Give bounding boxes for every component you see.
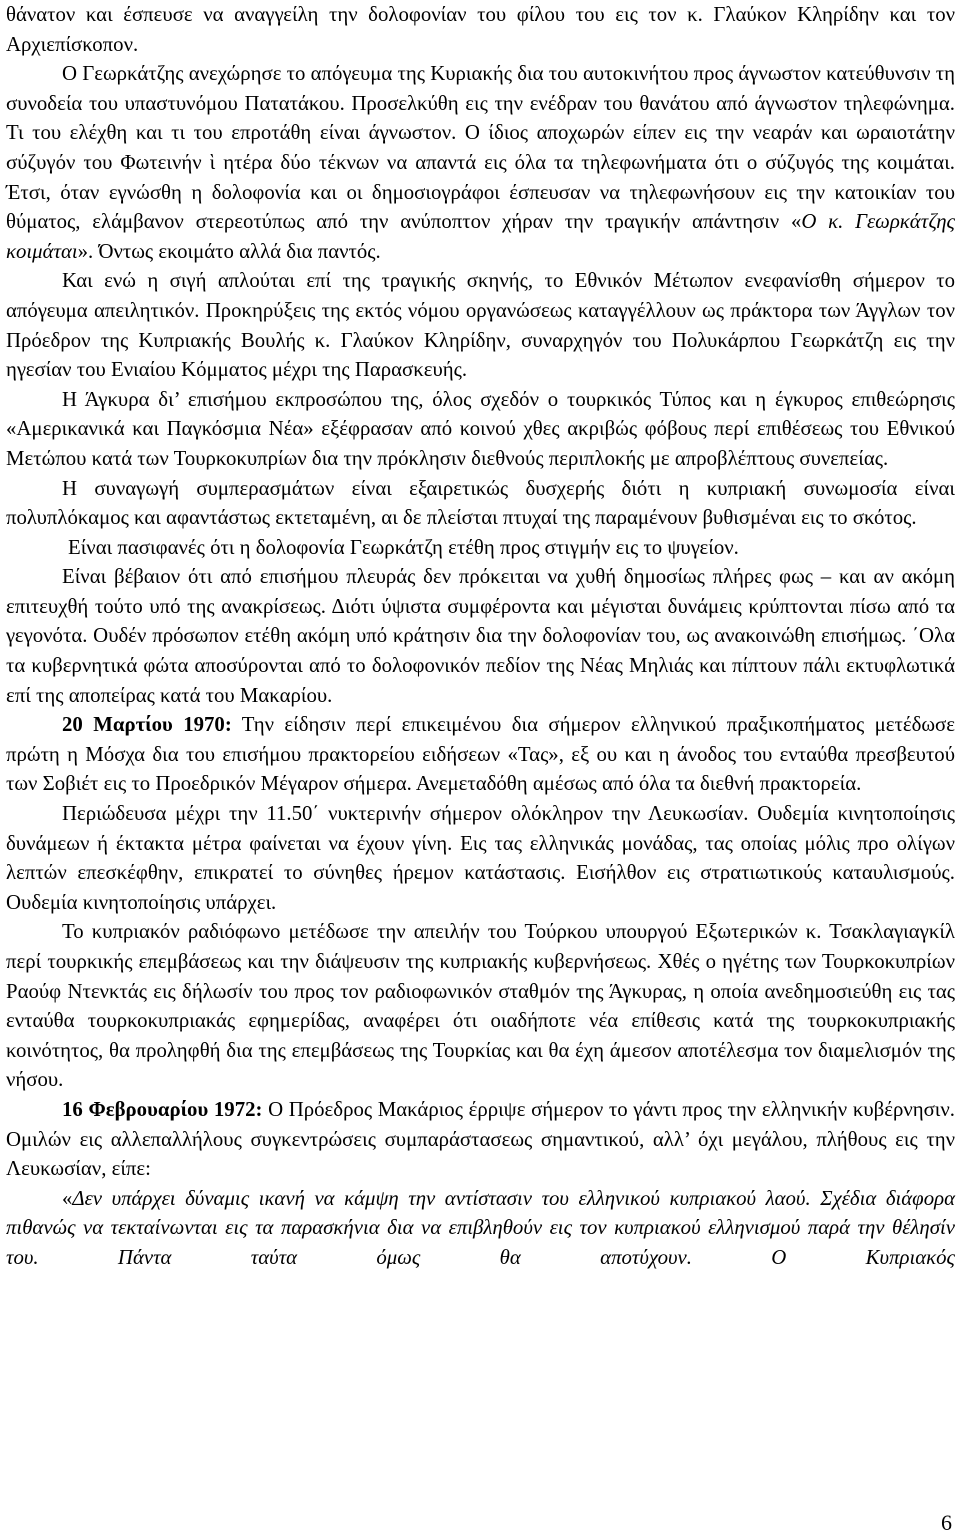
- quote-mark: «: [62, 1186, 73, 1210]
- paragraph-text: Περιώδευσα μέχρι την 11.50΄ νυκτερινήν σήμερον ολόκληρον την Λευκωσίαν. Ουδεμία κινητοποίησις δυνάμεων ή έκτακτα μέτρα φαίνεται να έχουν γίνη. Εις τας ελληνικάς μονάδας, τας οποίας μόλις προ ολίγων λεπτών επεσκέφθην, επικρατεί το σύνηθες ήρεμον κατάστασις. Εισήλθον εις στρατιωτικούς καταυλισμούς. Ουδεμία κινητοποίησις υπάρχει.: [6, 802, 955, 914]
- paragraph-text: Την είδησιν περί επικειμένου δια σήμερον ελληνικού πραξικοπήματος μετέδωσε πρώτη η Μόσχα δια του επισήμου πρακτορείου ειδήσεων «Τας», εξ ου και η άνοδος του ενταύθα πρεσβευτού των Σοβιέτ εις το Προεδρικόν Μέγαρον σήμερα. Ανεμεταδόθη αμέσως από όλα τα διεθνή πρακτορεία.: [6, 713, 956, 796]
- paragraph-text: Είναι πασιφανές ότι η δολοφονία Γεωρκάτζη ετέθη προς στιγμήν εις το ψυγείον.: [68, 535, 739, 559]
- quoted-phrase: Ο κ. Γεωρκάτζης κοιμάται: [6, 210, 955, 263]
- paragraph: [6, 1184, 955, 1273]
- paragraph: [6, 799, 955, 917]
- paragraph-text: Ο Γεωρκάτζης ανεχώρησε το απόγευμα της Κυριακής δια του αυτοκινήτου προς άγνωστον κατεύθυνσιν τη συνοδεία του υπαστυνόμου Πατατάκου. Προσελκύθη εις την ενέδραν του θανάτου από άγνωστον τηλεφώνημα. Τι του ελέχθη και τι του επροτάθη είναι άγνωστον. Ο ίδιος αποχωρών είπεν εις την νεαράν και ωραιοτάτην σύζυγόν του Φωτεινήν ὶ ητέρα δύο τέκνων να απαντά εις όλα τα τηλεφωνήματα ότι ο σύζυγός της κοιμάται. Έτσι, όταν εγνώσθη η δολοφονία και οι δημοσιογράφοι έσπευσαν να τηλεφωνήσουν εις την κατοικίαν του θύματος, ελάμβανον στερεοτύπως από την ανύποπτον χήραν την τραγικήν απάντησιν «: [6, 62, 955, 234]
- date-heading: 16 Φεβρουαρίου 1972:: [62, 1097, 263, 1121]
- paragraph: [6, 533, 955, 563]
- paragraph-text: Η Άγκυρα δι’ επισήμου εκπροσώπου της, όλος σχεδόν ο τουρκικός Τύπος και η έγκυρος επιθεώρησις «Αμερικανικά και Παγκόσμια Νέα» εξέφρασαν από κοινού χθες ακριβώς φόβους περί επιθέσεως του Εθνικού Μετώπου κατά των Τουρκοκυπρίων δια την πρόκλησιν διεθνούς περιπλοκής με απροβλέπτους συνεπείας.: [6, 387, 955, 470]
- paragraph: [6, 562, 955, 710]
- date-heading: 20 Μαρτίου 1970:: [62, 713, 232, 737]
- paragraph: [6, 710, 955, 799]
- paragraph: [6, 266, 955, 384]
- paragraph-text: Το κυπριακόν ραδιόφωνο μετέδωσε την απειλήν του Τούρκου υπουργού Εξωτερικών κ. Τσακλαγιαγκίλ περί τουρκικής επεμβάσεως και την διάψευσιν της κυπριακής κυβερνήσεως. Χθές ο ηγέτης των Τουρκοκυπρίων Ραούφ Ντενκτάς εις δήλωσίν του προς τον ραδιοφωνικόν σταθμόν της Άγκυρας, η οποία ανεδημοσιεύθη εις τας ενταύθα τουρκοκυπριακάς εφημερίδας, αναφέρει ότι οιαδήποτε νέα επίθεσις κατά της τουρκοκυπριακής κοινότητος, θα προληφθή δια της επεμβάσεως της Τουρκίας και θα έχη άμεσον αποτέλεσμα τον διαμελισμόν της νήσου.: [6, 920, 955, 1092]
- paragraph-text: Και ενώ η σιγή απλούται επί της τραγικής σκηνής, το Εθνικόν Μέτωπον ενεφανίσθη σήμερον το απόγευμα απειλητικόν. Προκηρύξεις της εκτός νόμου οργανώσεως καταγγέλλουν ως πράκτορα των Άγγλων τον Πρόεδρον της Κυπριακής Βουλής κ. Γλαύκον Κληρίδην, συναρχηγόν του Πολυκάρπου Γεωρκάτζη εις την ηγεσίαν του Ενιαίου Κόμματος μέχρι της Παρασκευής.: [6, 269, 955, 382]
- paragraph: [6, 474, 955, 533]
- paragraph: [6, 1095, 955, 1184]
- paragraph: [6, 917, 955, 1095]
- page-number: 6: [941, 1510, 952, 1535]
- paragraph: [6, 385, 955, 474]
- paragraph-text: Ο Πρόεδρος Μακάριος έρριψε σήμερον το γάντι προς την ελληνικήν κυβέρνησιν. Ομιλών εις αλλεπαλλήλους συγκεντρώσεις συμπαράστασεως σημαντικού, αλλ’ όχι μεγάλου, πλήθους εις την Λευκωσίαν, είπε:: [6, 1097, 956, 1181]
- document-page: [6, 0, 955, 1273]
- quoted-speech: Δεν υπάρχει δύναμις ικανή να κάμψη την αντίστασιν του ελληνικού κυπριακού λαού. Σχέδια διάφορα πιθανώς να τεκταίνωνται εις τα παρασκήνια δια να επιβληθούν εις τον κυπριακού ελληνισμού παρά την θέλησίν του. Πάντα ταύτα όμως θα αποτύχουν. Ο Κυπριακός: [6, 1186, 955, 1269]
- paragraph: [6, 59, 955, 266]
- paragraph-text: θάνατον και έσπευσε να αναγγείλη την δολοφονίαν του φίλου του εις τον κ. Γλαύκον Κληρίδην και τον Αρχιεπίσκοπον.: [6, 3, 955, 56]
- paragraph-text: Η συναγωγή συμπερασμάτων είναι εξαιρετικώς δυσχερής διότι η κυπριακή συνωμοσία είναι πολυπλόκαμος και αφαντάστως εκτεταμένη, αι δε πλείσται πτυχαί της παραμένουν βυθισμέναι εις το σκότος.: [6, 476, 955, 530]
- paragraph-text: Είναι βέβαιον ότι από επισήμου πλευράς δεν πρόκειται να χυθή δημοσίως πλήρες φως – και αν ακόμη επιτευχθή τούτο υπό της ανακρίσεως. Διότι ύψιστα συμφέροντα και μέγισται δυνάμεις κρύπτονται πίσω από τα γεγονότα. Ουδέν πρόσωπον ετέθη ακόμη υπό κράτησιν δια την δολοφονίαν του, ως ανακοινώθη επισήμως. ΄Ολα τα κυβερνητικά φώτα αποσύρονται από το δολοφονικόν πεδίον της Νέας Μηλιάς και πίπτουν πάλι εκτυφλωτικά επί της αποπείρας κατά του Μακαρίου.: [6, 565, 955, 707]
- paragraph: [6, 0, 955, 59]
- paragraph-text: ». Όντως εκοιμάτο αλλά δια παντός.: [77, 239, 381, 263]
